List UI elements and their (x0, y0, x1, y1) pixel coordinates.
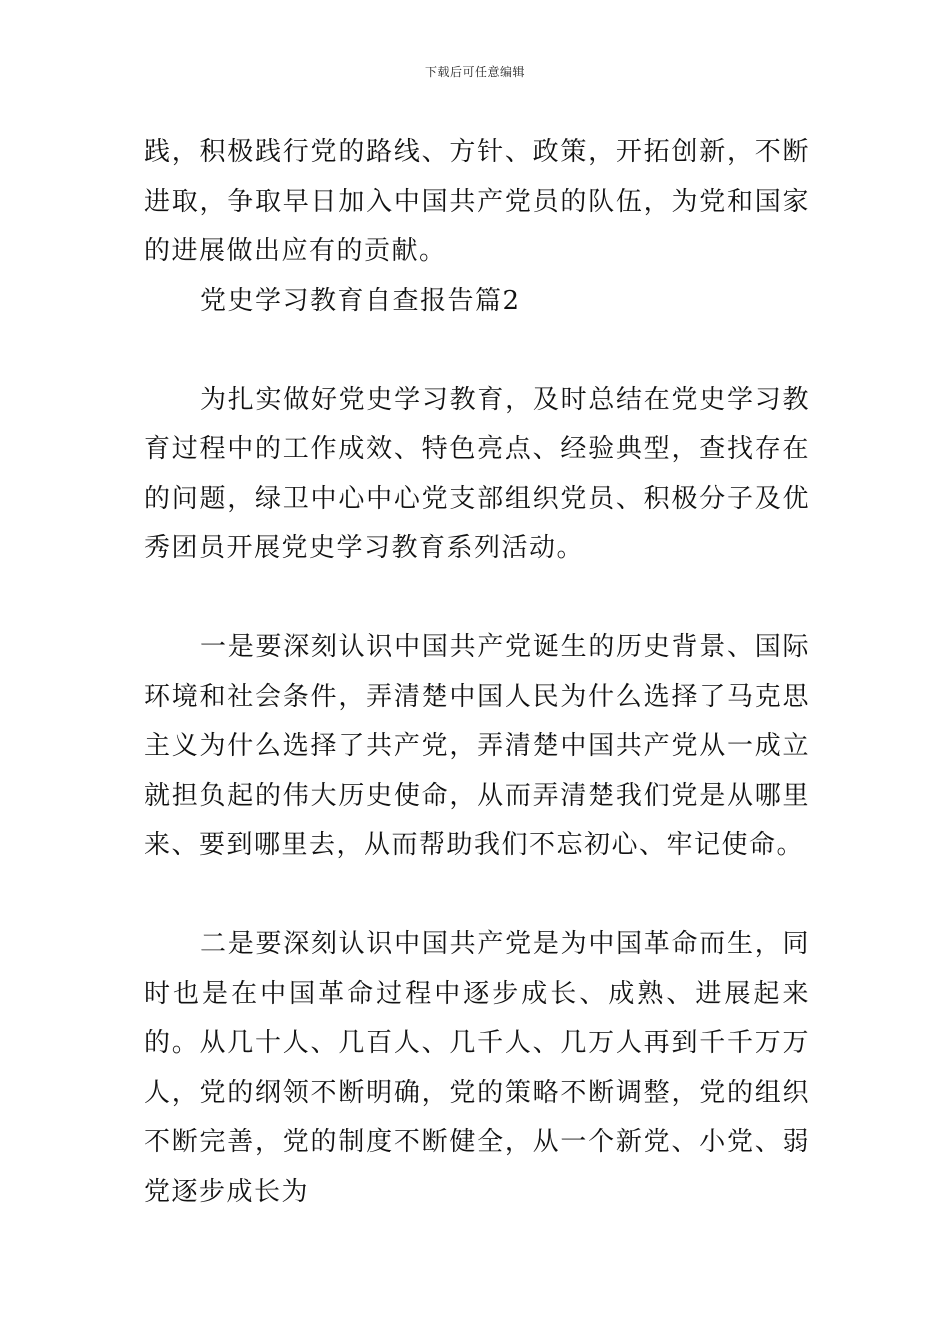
paragraph-intro: 为扎实做好党史学习教育，及时总结在党史学习教育过程中的工作成效、特色亮点、经验典型，查找存在的问题，绿卫中心中心党支部组织党员、积极分子及优秀团员开展党史学习教育系列活动。 (144, 384, 810, 563)
paragraph-continuation: 践，积极践行党的路线、方针、政策，开拓创新，不断进取，争取早日加入中国共产党员的队伍，为党和国家的进展做出应有的贡献。 (144, 137, 810, 266)
paragraph-point-one: 一是要深刻认识中国共产党诞生的历史背景、国际环境和社会条件，弄清楚中国人民为什么选择了马克思主义为什么选择了共产党，弄清楚中国共产党从一成立就担负起的伟大历史使命，从而弄清楚我们党是从哪里来、要到哪里去，从而帮助我们不忘初心、牢记使命。 (144, 632, 810, 860)
page-header: 下载后可任意编辑 (424, 65, 525, 79)
document-body (144, 128, 810, 1217)
section-heading: 党史学习教育自查报告篇2 (200, 285, 521, 316)
paragraph-point-two: 二是要深刻认识中国共产党是为中国革命而生，同时也是在中国革命过程中逐步成长、成熟、进展起来的。从几十人、几百人、几千人、几万人再到千千万万人，党的纲领不断明确，党的策略不断调整，党的组织不断完善，党的制度不断健全，从一个新党、小党、弱党逐步成长为 (144, 929, 810, 1207)
